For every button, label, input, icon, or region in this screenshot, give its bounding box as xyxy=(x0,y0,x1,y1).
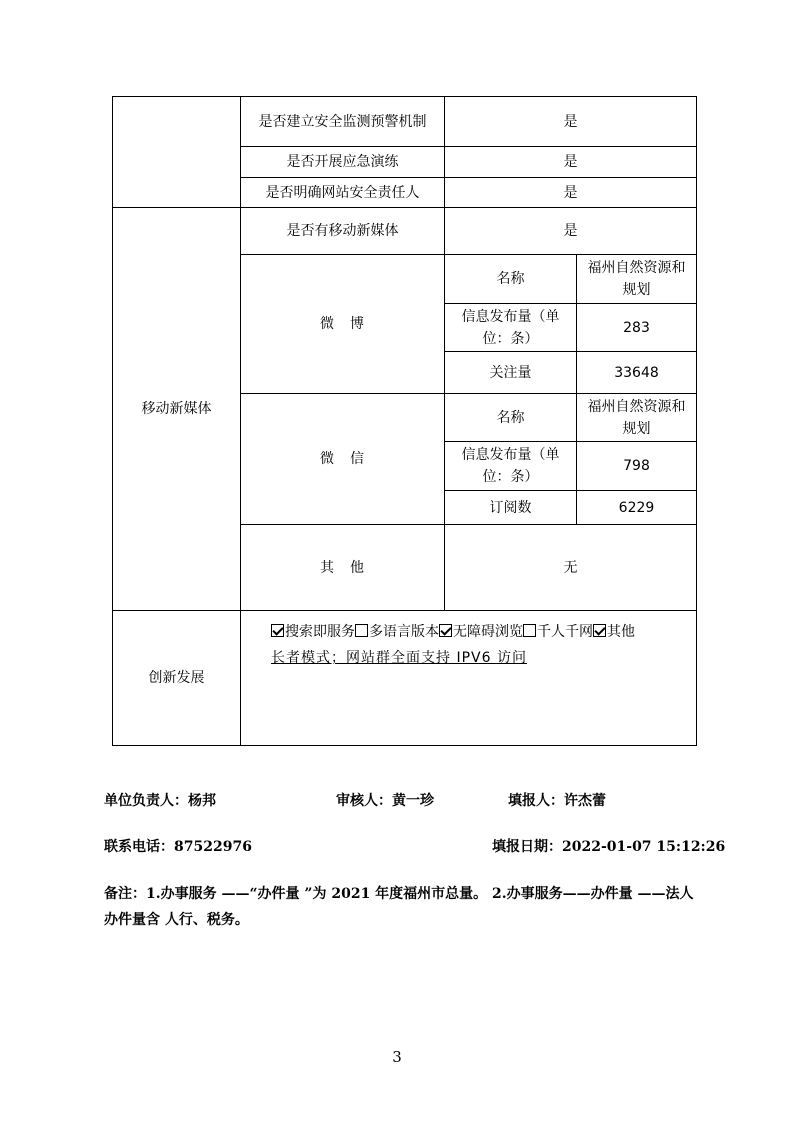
other-value: 无 xyxy=(445,525,697,611)
option-label: 千人千网 xyxy=(537,624,593,640)
checkbox-checked-icon[interactable] xyxy=(271,624,284,637)
fill-date: 填报日期：2022-01-07 15:12:26 xyxy=(492,839,726,855)
mobile-section-label: 移动新媒体 xyxy=(113,208,241,611)
page-number: 3 xyxy=(392,1048,402,1066)
innovation-cell xyxy=(241,611,697,746)
filler: 填报人：许杰蕾 xyxy=(508,793,606,809)
table-row xyxy=(113,208,697,255)
wechat-count-value: 798 xyxy=(577,442,697,491)
option-label: 搜索即服务 xyxy=(285,624,355,640)
report-table xyxy=(112,96,697,746)
checkbox-checked-icon[interactable] xyxy=(439,624,452,637)
has-mobile-value: 是 xyxy=(445,208,697,255)
checkbox-personalized[interactable] xyxy=(523,624,593,640)
checkbox-search-service[interactable] xyxy=(271,624,355,640)
option-label: 无障碍浏览 xyxy=(453,624,523,640)
other-label: 其 他 xyxy=(241,525,445,611)
weibo-label: 微 博 xyxy=(241,255,445,394)
checkbox-checked-icon[interactable] xyxy=(593,624,606,637)
table-row xyxy=(113,611,697,746)
checkbox-accessibility[interactable] xyxy=(439,624,523,640)
weibo-followers-value: 33648 xyxy=(577,352,697,394)
wechat-subs-value: 6229 xyxy=(577,491,697,525)
checkbox-other[interactable] xyxy=(593,624,635,640)
weibo-count-label: 信息发布量（单位：条） xyxy=(445,304,577,352)
table-row xyxy=(113,97,697,147)
security-label: 是否明确网站安全责任人 xyxy=(241,178,445,208)
reviewer: 审核人：黄一珍 xyxy=(336,793,434,809)
has-mobile-label: 是否有移动新媒体 xyxy=(241,208,445,255)
option-label: 其他 xyxy=(607,624,635,640)
security-section-cell xyxy=(113,97,241,208)
option-label: 多语言版本 xyxy=(369,624,439,640)
wechat-count-label: 信息发布量（单位：条） xyxy=(445,442,577,491)
innovation-options xyxy=(271,619,690,645)
checkbox-multilingual[interactable] xyxy=(355,624,439,640)
security-value: 是 xyxy=(445,97,697,147)
security-value: 是 xyxy=(445,147,697,178)
weibo-name-label: 名称 xyxy=(445,255,577,304)
security-value: 是 xyxy=(445,178,697,208)
weibo-count-value: 283 xyxy=(577,304,697,352)
footnote: 备注：1.办事服务 ——“办件量 ”为 2021 年度福州市总量。 2.办事服务——办件量 ——法人办件量含 人行、税务。 xyxy=(104,886,694,928)
weibo-name-value: 福州自然资源和规划 xyxy=(577,255,697,304)
security-label: 是否建立安全监测预警机制 xyxy=(241,97,445,147)
wechat-name-label: 名称 xyxy=(445,394,577,442)
innovation-label: 创新发展 xyxy=(113,611,241,746)
wechat-label: 微 信 xyxy=(241,394,445,525)
unit-head: 单位负责人：杨邦 xyxy=(104,793,216,809)
innovation-other-text: 长者模式；网站群全面支持 IPV6 访问 xyxy=(271,650,527,666)
checkbox-unchecked-icon[interactable] xyxy=(523,624,536,637)
wechat-subs-label: 订阅数 xyxy=(445,491,577,525)
phone: 联系电话：87522976 xyxy=(104,839,252,855)
wechat-name-value: 福州自然资源和规划 xyxy=(577,394,697,442)
security-label: 是否开展应急演练 xyxy=(241,147,445,178)
weibo-followers-label: 关注量 xyxy=(445,352,577,394)
checkbox-unchecked-icon[interactable] xyxy=(355,624,368,637)
